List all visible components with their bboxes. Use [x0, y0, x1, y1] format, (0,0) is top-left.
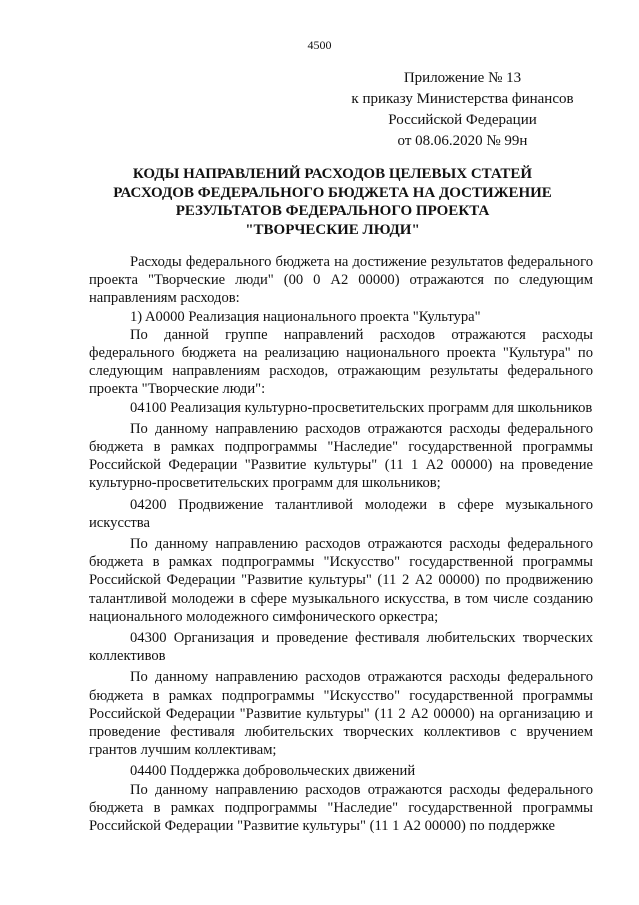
- paragraph-code-description: По данному направлению расходов отражаются расходы федерального бюджета в рамках подпрограммы "Наследие" государственной программы Российской Федерации "Развитие культуры" (11 1 A2 00000) на проведение культурно-просветительских программ для школьников;: [89, 420, 593, 492]
- appendix-header: [300, 68, 625, 152]
- document-body: [89, 253, 593, 835]
- appendix-line: Приложение № 13: [403, 70, 522, 86]
- title-line: РАСХОДОВ ФЕДЕРАЛЬНОГО БЮДЖЕТА НА ДОСТИЖЕНИЕ: [113, 184, 552, 201]
- paragraph-code-heading: 04400 Поддержка добровольческих движений: [130, 763, 416, 780]
- title-line: КОДЫ НАПРАВЛЕНИЙ РАСХОДОВ ЦЕЛЕВЫХ СТАТЕЙ: [132, 166, 533, 182]
- title-line: "ТВОРЧЕСКИЕ ЛЮДИ": [245, 221, 420, 238]
- page-number: 4500: [307, 38, 332, 52]
- paragraph-intro: Расходы федерального бюджета на достижение результатов федерального проекта "Творческие люди" (00 0 A2 00000) отражаются по следующим направлениям расходов:: [89, 254, 593, 307]
- paragraph-code-description: По данному направлению расходов отражаются расходы федерального бюджета в рамках подпрограммы "Искусство" государственной программы Российской Федерации "Развитие культуры" (11 2 A2 00000) по продвижению талантливой молодежи в сфере музыкального искусства, в том числе созданию национального молодежного симфонического оркестра;: [89, 536, 593, 625]
- title-line: РЕЗУЛЬТАТОВ ФЕДЕРАЛЬНОГО ПРОЕКТА: [175, 203, 490, 219]
- appendix-line: Российской Федерации: [388, 112, 537, 128]
- paragraph-code-description: По данному направлению расходов отражаются расходы федерального бюджета в рамках подпрограммы "Искусство" государственной программы Российской Федерации "Развитие культуры" (11 2 A2 00000) на организацию и проведение фестиваля любительских творческих коллективов с вручением грантов лучшим коллективам;: [89, 669, 593, 759]
- document-title: [85, 165, 580, 239]
- paragraph-group-description: По данной группе направлений расходов отражаются расходы федерального бюджета на реализацию национального проекта "Культура" по следующим направлениям расходов, отражающим результаты федерального проекта "Творческие люди":: [89, 326, 593, 398]
- appendix-line: к приказу Министерства финансов: [351, 91, 574, 107]
- paragraph-group-heading: 1) A0000 Реализация национального проекта "Культура": [130, 308, 481, 325]
- paragraph-code-description: По данному направлению расходов отражаются расходы федерального бюджета в рамках подпрограммы "Наследие" государственной программы Российской Федерации "Развитие культуры" (11 1 A2 00000) по поддержке: [89, 781, 593, 835]
- paragraph-code-heading: 04100 Реализация культурно-просветительских программ для школьников: [130, 399, 593, 416]
- appendix-line: от 08.06.2020 № 99н: [397, 133, 528, 149]
- paragraph-code-heading: 04200 Продвижение талантливой молодежи в сфере музыкального искусства: [89, 496, 593, 531]
- paragraph-code-heading: 04300 Организация и проведение фестиваля любительских творческих коллективов: [89, 630, 593, 665]
